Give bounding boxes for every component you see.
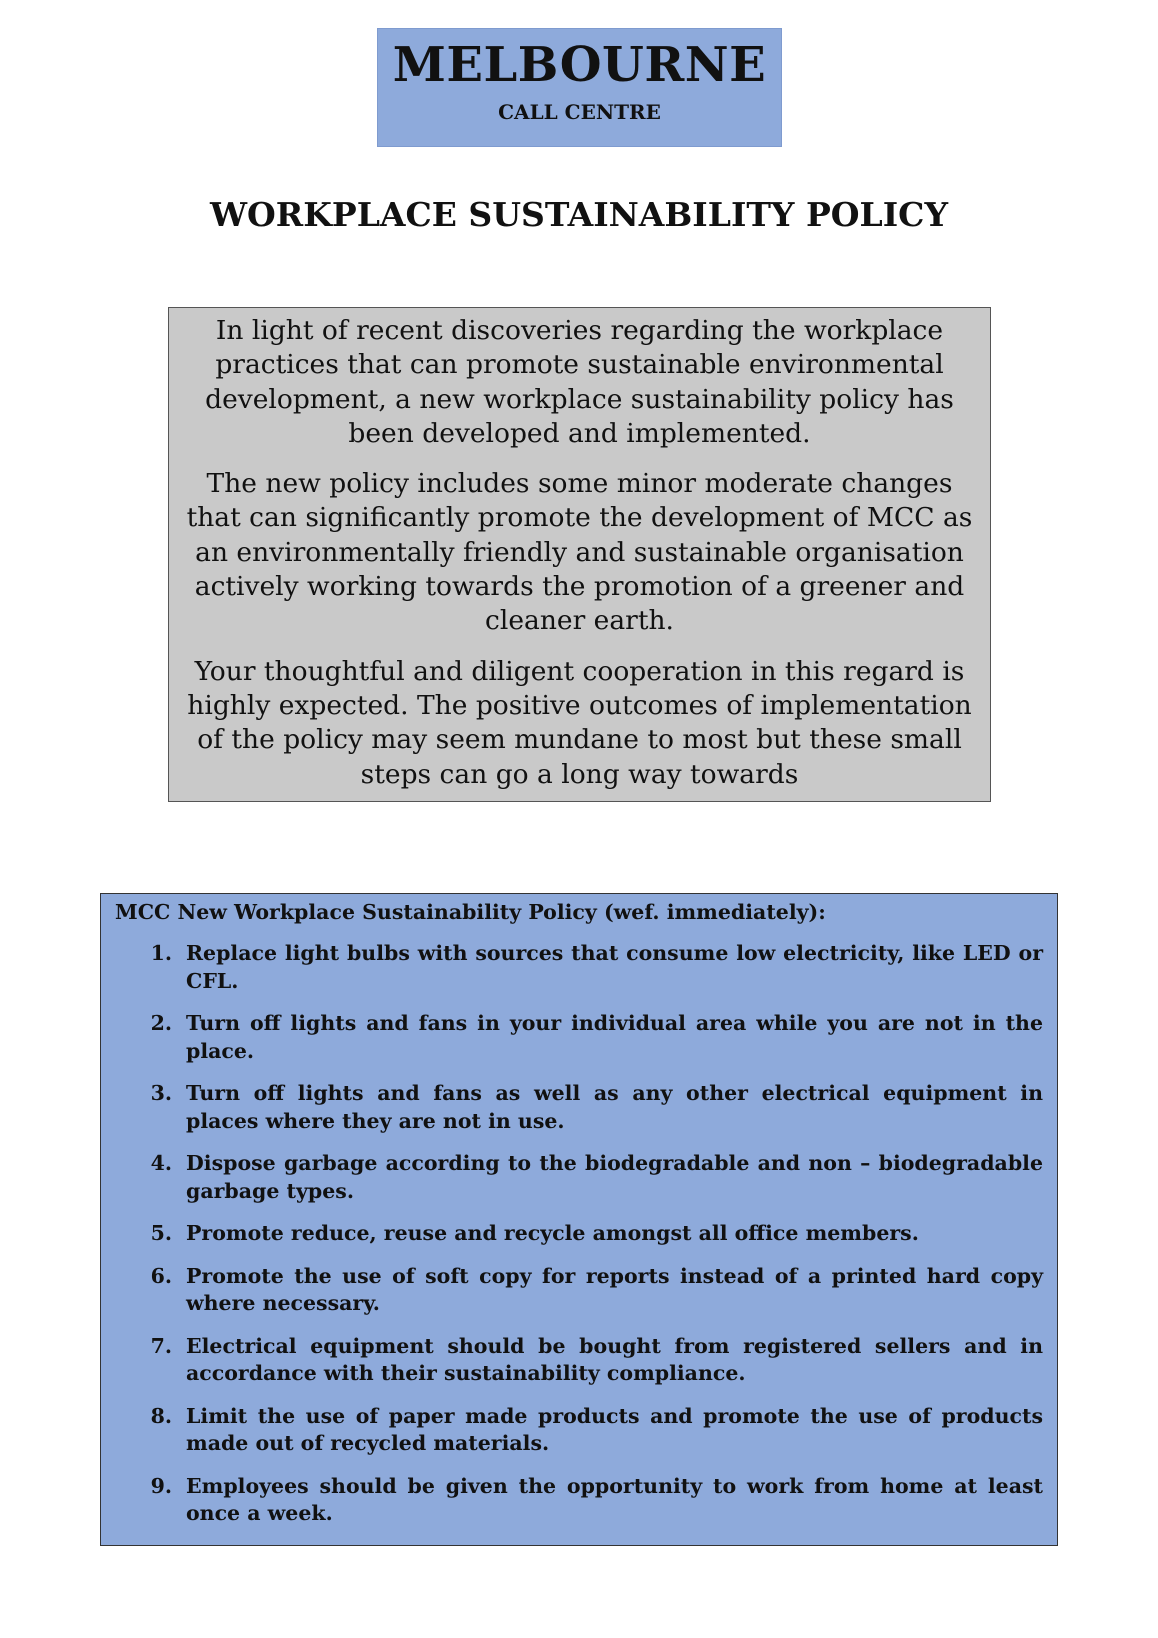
policy-box bbox=[100, 893, 1058, 1546]
policy-item-text: Limit the use of paper made products and promote the use of products made out of recycled materials. bbox=[186, 1403, 1043, 1455]
policy-heading: MCC New Workplace Sustainability Policy (wef. immediately): bbox=[115, 900, 826, 924]
policy-item-number: 6. bbox=[150, 1263, 172, 1288]
policy-item bbox=[115, 940, 1043, 995]
policy-item-number: 8. bbox=[150, 1403, 172, 1428]
policy-item bbox=[115, 1150, 1043, 1205]
policy-item-number: 2. bbox=[150, 1011, 172, 1035]
intro-paragraph: Your thoughtful and diligent cooperation in this regard is highly expected. The positive outcomes of implementation of the policy may seem mundane to most but these small steps can go a long way towards bbox=[187, 655, 972, 790]
policy-item bbox=[115, 1263, 1043, 1318]
policy-item-text: Turn off lights and fans as well as any other electrical equipment in places where they are not in use. bbox=[186, 1081, 1043, 1133]
policy-item bbox=[115, 1010, 1043, 1065]
policy-item-number: 5. bbox=[150, 1221, 172, 1245]
intro-box bbox=[168, 307, 991, 802]
page-title: WORKPLACE SUSTAINABILITY POLICY bbox=[209, 195, 949, 234]
policy-item-text: Employees should be given the opportunity to work from home at least once a week. bbox=[186, 1473, 1043, 1525]
logo-title: MELBOURNE bbox=[392, 37, 767, 93]
logo-box bbox=[377, 28, 782, 147]
policy-item bbox=[115, 1473, 1043, 1528]
policy-item-text: Turn off lights and fans in your individual area while you are not in the place. bbox=[186, 1011, 1043, 1063]
policy-item bbox=[115, 1333, 1043, 1388]
policy-item-text: Promote reduce, reuse and recycle amongst all office members. bbox=[186, 1221, 919, 1245]
policy-item-text: Dispose garbage according to the biodegradable and non – biodegradable garbage types. bbox=[186, 1151, 1043, 1203]
policy-item bbox=[115, 1403, 1043, 1458]
logo-subtitle: CALL CENTRE bbox=[498, 100, 661, 124]
intro-paragraph: The new policy includes some minor moderate changes that can significantly promote the development of MCC as an environmentally friendly and sustainable organisation actively working towards the promotion of a greener and cleaner earth. bbox=[186, 468, 973, 637]
policy-item-number: 3. bbox=[150, 1081, 172, 1105]
policy-item-number: 7. bbox=[150, 1333, 172, 1358]
intro-paragraph: In light of recent discoveries regarding the workplace practices that can promote sustainable environmental development, a new workplace sustainability policy has been developed and implemented. bbox=[205, 315, 954, 449]
policy-item-text: Promote the use of soft copy for reports instead of a printed hard copy where necessary. bbox=[186, 1263, 1043, 1315]
policy-item-text: Replace light bulbs with sources that consume low electricity, like LED or CFL. bbox=[186, 941, 1043, 993]
policy-item bbox=[115, 1080, 1043, 1135]
policy-list bbox=[115, 940, 1043, 1528]
policy-item-number: 9. bbox=[150, 1473, 172, 1498]
policy-item-number: 4. bbox=[150, 1151, 172, 1175]
policy-item-text: Electrical equipment should be bought from registered sellers and in accordance with their sustainability compliance. bbox=[186, 1333, 1043, 1385]
policy-item bbox=[115, 1220, 1043, 1248]
policy-item-number: 1. bbox=[150, 941, 172, 965]
